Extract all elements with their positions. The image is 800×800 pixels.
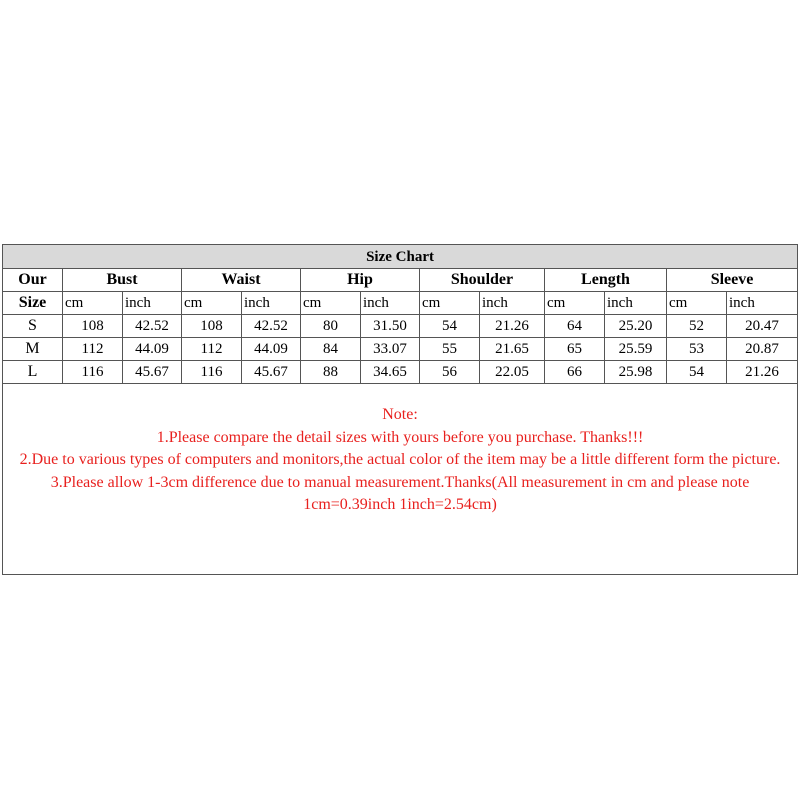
unit-cm: cm [63,292,123,315]
table-cell: 21.26 [727,361,798,384]
table-cell: 54 [667,361,727,384]
table-cell: 84 [301,338,361,361]
chart-title: Size Chart [3,245,798,269]
size-header-bottom: Size [3,292,63,315]
group-header-row [3,269,798,292]
notes-row [3,384,798,575]
table-cell: 34.65 [361,361,420,384]
size-label: S [3,315,63,338]
unit-cm: cm [667,292,727,315]
table-cell: 25.59 [605,338,667,361]
size-row-s [3,315,798,338]
table-cell: 55 [420,338,480,361]
size-label: L [3,361,63,384]
table-cell: 22.05 [480,361,545,384]
table-cell: 25.98 [605,361,667,384]
unit-cm: cm [301,292,361,315]
table-cell: 65 [545,338,605,361]
table-cell: 112 [182,338,242,361]
table-cell: 31.50 [361,315,420,338]
size-chart-table [2,244,798,575]
table-cell: 44.09 [242,338,301,361]
size-row-l [3,361,798,384]
unit-inch: inch [361,292,420,315]
unit-inch: inch [480,292,545,315]
table-cell: 25.20 [605,315,667,338]
group-header-bust: Bust [63,269,182,292]
unit-header-row [3,292,798,315]
table-cell: 45.67 [123,361,182,384]
group-header-waist: Waist [182,269,301,292]
group-header-length: Length [545,269,667,292]
table-cell: 21.26 [480,315,545,338]
note-heading: Note: [382,406,418,423]
unit-inch: inch [123,292,182,315]
note-line-3: 3.Please allow 1-3cm difference due to manual measurement.Thanks(All measurement in cm and please note 1cm=0.39inch 1inch=2.54cm) [50,473,750,513]
title-row [3,245,798,269]
group-header-hip: Hip [301,269,420,292]
table-cell: 108 [182,315,242,338]
table-cell: 20.47 [727,315,798,338]
table-cell: 20.87 [727,338,798,361]
table-cell: 45.67 [242,361,301,384]
table-cell: 56 [420,361,480,384]
table-cell: 53 [667,338,727,361]
unit-cm: cm [420,292,480,315]
note-line-1: 1.Please compare the detail sizes with yours before you purchase. Thanks!!! [156,428,644,446]
table-cell: 33.07 [361,338,420,361]
size-label: M [3,338,63,361]
size-row-m [3,338,798,361]
notes-cell [3,384,798,575]
unit-inch: inch [242,292,301,315]
group-header-shoulder: Shoulder [420,269,545,292]
group-header-sleeve: Sleeve [667,269,798,292]
table-cell: 21.65 [480,338,545,361]
unit-inch: inch [727,292,798,315]
table-cell: 112 [63,338,123,361]
table-cell: 64 [545,315,605,338]
table-cell: 116 [63,361,123,384]
table-cell: 66 [545,361,605,384]
table-cell: 88 [301,361,361,384]
unit-cm: cm [545,292,605,315]
unit-cm: cm [182,292,242,315]
table-cell: 42.52 [242,315,301,338]
table-cell: 42.52 [123,315,182,338]
size-header-top: Our [3,269,63,292]
table-cell: 116 [182,361,242,384]
table-cell: 52 [667,315,727,338]
table-cell: 54 [420,315,480,338]
table-cell: 108 [63,315,123,338]
unit-inch: inch [605,292,667,315]
table-cell: 44.09 [123,338,182,361]
note-line-2: 2.Due to various types of computers and monitors,the actual color of the item may be a little different form the picture. [19,451,781,468]
table-cell: 80 [301,315,361,338]
